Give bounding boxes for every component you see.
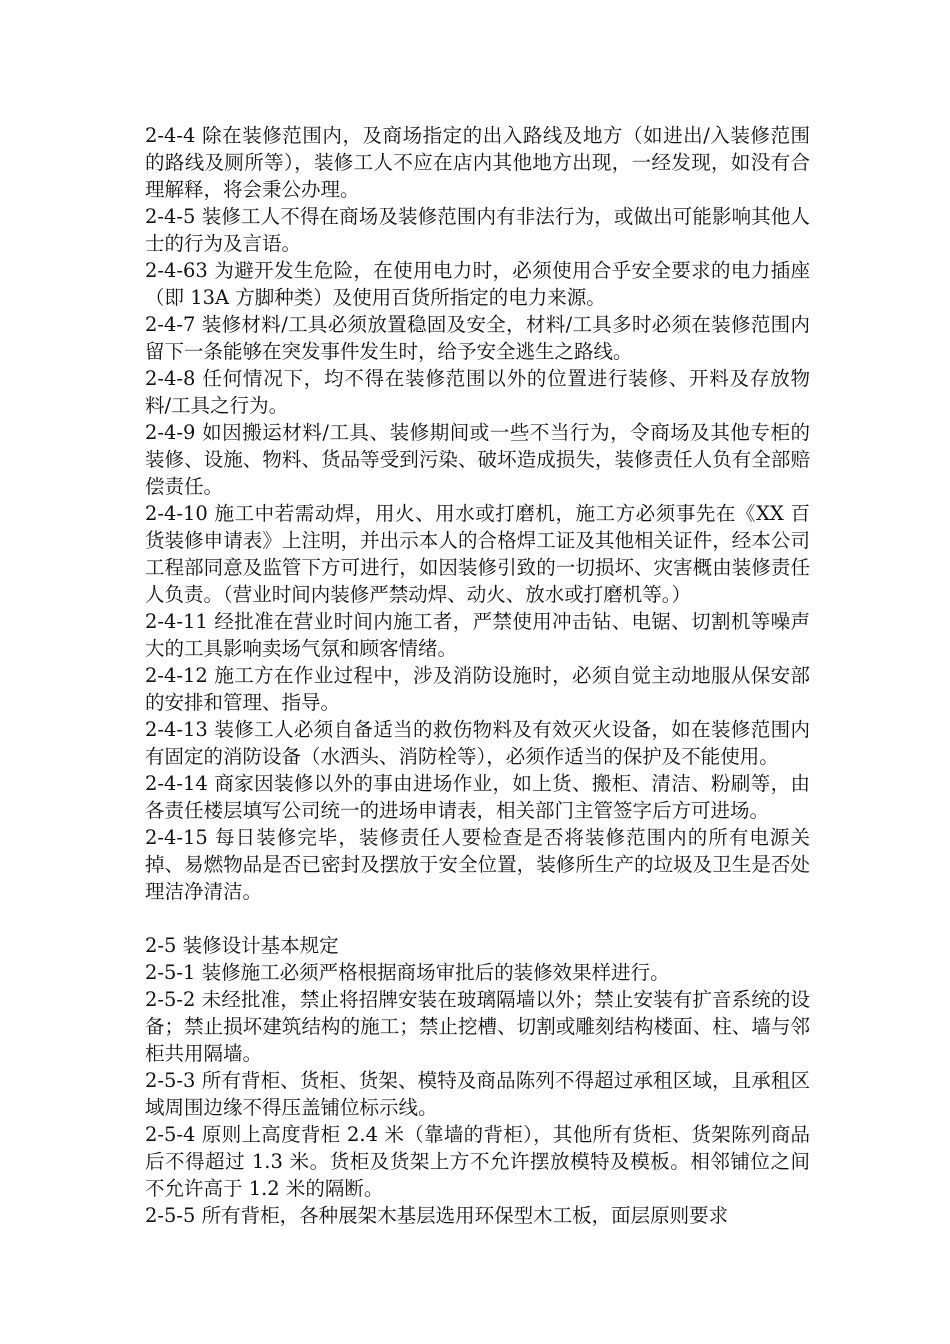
clause-2-4-10: 2-4-10 施工中若需动焊，用火、用水或打磨机，施工方必须事先在《XX 百货装修申请表》上注明，并出示本人的合格焊工证及其他相关证件，经本公司工程部同意及监管下方可进行，如因装修引致的一切损坏、灾害概由装修责任人负责。（营业时间内装修严禁动焊、动火、放水或打磨机等。） [145, 502, 810, 606]
clause-2-5-4: 2-5-4 原则上高度背柜 2.4 米（靠墙的背柜），其他所有货柜、货架陈列商品后不得超过 1.3 米。货柜及货架上方不允许摆放模特及模板。相邻铺位之间不允许高于 1.2 米的隔断。 [145, 1123, 810, 1200]
clause-2-4-5: 2-4-5 装修工人不得在商场及装修范围内有非法行为，或做出可能影响其他人士的行为及言语。 [145, 205, 810, 255]
section-heading-2-5: 2-5 装修设计基本规定 [145, 934, 339, 957]
section-spacer [145, 905, 810, 932]
clause-2-5-2: 2-5-2 未经批准，禁止将招牌安装在玻璃隔墙以外；禁止安装有扩音系统的设备；禁止损坏建筑结构的施工；禁止挖槽、切割或雕刻结构楼面、柱、墙与邻柜共用隔墙。 [145, 988, 810, 1065]
clause-2-5-5: 2-5-5 所有背柜，各种展架木基层选用环保型木工板，面层原则要求 [145, 1204, 729, 1227]
clause-2-4-7: 2-4-7 装修材料/工具必须放置稳固及安全，材料/工具多时必须在装修范围内留下一条能够在突发事件发生时，给予安全逃生之路线。 [145, 313, 810, 363]
clause-2-4-8: 2-4-8 任何情况下，均不得在装修范围以外的位置进行装修、开料及存放物料/工具之行为。 [145, 367, 810, 417]
clause-2-4-12: 2-4-12 施工方在作业过程中，涉及消防设施时，必须自觉主动地服从保安部的安排和管理、指导。 [145, 664, 810, 714]
clause-2-4-13: 2-4-13 装修工人必须自备适当的救伤物料及有效灭火设备，如在装修范围内有固定的消防设备（水洒头、消防栓等），必须作适当的保护及不能使用。 [145, 718, 810, 768]
clause-2-5-3: 2-5-3 所有背柜、货柜、货架、模特及商品陈列不得超过承租区域，且承租区域周围边缘不得压盖铺位标示线。 [145, 1069, 810, 1119]
clause-2-5-1: 2-5-1 装修施工必须严格根据商场审批后的装修效果样进行。 [145, 961, 670, 984]
clause-2-4-14: 2-4-14 商家因装修以外的事由进场作业，如上货、搬柜、清洁、粉刷等，由各责任楼层填写公司统一的进场申请表，相关部门主管签字后方可进场。 [145, 772, 810, 822]
clause-2-4-11: 2-4-11 经批准在营业时间内施工者，严禁使用冲击钻、电锯、切割机等噪声大的工具影响卖场气氛和顾客情绪。 [145, 610, 810, 660]
clause-2-4-4: 2-4-4 除在装修范围内，及商场指定的出入路线及地方（如进出/入装修范围的路线及厕所等），装修工人不应在店内其他地方出现，一经发现，如没有合理解释，将会秉公办理。 [145, 124, 810, 201]
clause-2-4-9: 2-4-9 如因搬运材料/工具、装修期间或一些不当行为，令商场及其他专柜的装修、设施、物料、货品等受到污染、破坏造成损失，装修责任人负有全部赔偿责任。 [145, 421, 810, 498]
clause-2-4-15: 2-4-15 每日装修完毕，装修责任人要检查是否将装修范围内的所有电源关掉、易燃物品是否已密封及摆放于安全位置，装修所生产的垃圾及卫生是否处理洁净清洁。 [145, 826, 810, 903]
document-page [145, 122, 810, 1229]
clause-2-4-63: 2-4-63 为避开发生危险，在使用电力时，必须使用合乎安全要求的电力插座（即 13A 方脚种类）及使用百货所指定的电力来源。 [145, 259, 810, 309]
